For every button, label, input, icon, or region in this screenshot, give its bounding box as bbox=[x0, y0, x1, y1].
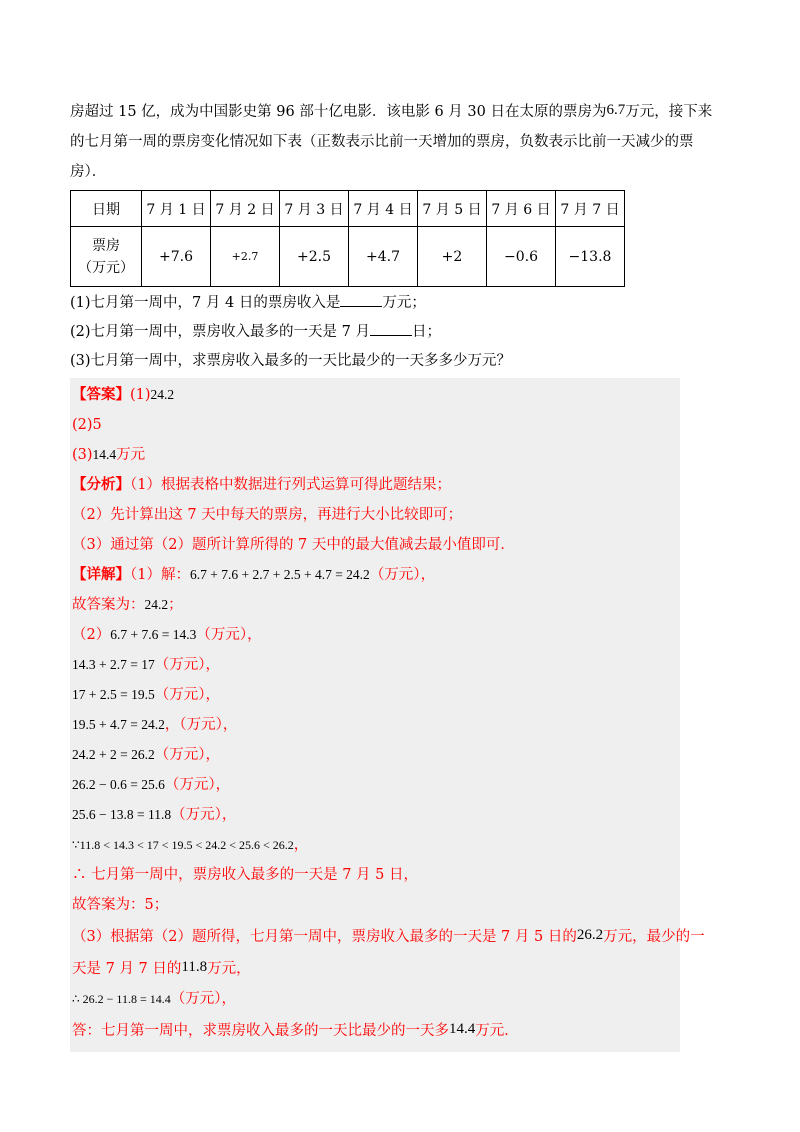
detail-1 bbox=[72, 560, 676, 590]
punctuation: ； bbox=[168, 597, 183, 613]
unit-text: （万元） bbox=[170, 991, 222, 1007]
detail-3 bbox=[72, 920, 705, 952]
math-expression: 26.2 bbox=[576, 927, 604, 943]
math-expression: 6.7 + 7.6 = 14.3 bbox=[110, 627, 197, 642]
detail-3-cont bbox=[72, 952, 676, 984]
detail-tag: 【详解】 bbox=[72, 566, 130, 583]
answer-blank bbox=[340, 292, 382, 307]
intro-line-3: 房）． bbox=[70, 164, 107, 180]
punctuation: ， bbox=[215, 777, 231, 793]
table-cell: 日期 bbox=[71, 191, 142, 227]
question-text: 日； bbox=[411, 324, 441, 340]
intro-text: 房超过 15 亿，成为中国影史第 96 部十亿电影．该电影 6 月 30 日在太原的票房为 bbox=[70, 104, 607, 120]
math-expression: 11.8 bbox=[181, 959, 208, 975]
math-expression: 19.5 + 4.7 = 24.2 bbox=[72, 717, 165, 732]
answer-blank bbox=[370, 321, 412, 336]
table-cell: 7 月 6 日 bbox=[487, 191, 556, 227]
table-cell: 7 月 5 日 bbox=[418, 191, 487, 227]
detail-answer-2: 故答案为：5； bbox=[72, 897, 169, 913]
table-cell: +2.5 bbox=[280, 227, 349, 287]
table-cell: +2 bbox=[418, 227, 487, 287]
math-expression: 25.6 − 13.8 = 11.8 bbox=[72, 807, 172, 822]
unit-text: （万元） bbox=[179, 717, 223, 733]
detail-text: 故答案为： bbox=[72, 597, 145, 613]
table-cell bbox=[71, 227, 142, 287]
question-text: (1)七月第一周中，7 月 4 日的票房收入是 bbox=[70, 295, 341, 311]
row-label: 票房 bbox=[92, 237, 120, 254]
punctuation: ， bbox=[221, 807, 237, 823]
table-row bbox=[71, 227, 625, 287]
detail-text: （3）根据第（2）题所得，七月第一周中，票房收入最多的一天是 7 月 5 日的 bbox=[72, 929, 577, 945]
table-cell: 7 月 4 日 bbox=[349, 191, 418, 227]
punctuation: ， bbox=[205, 747, 220, 763]
calc-line bbox=[72, 680, 676, 710]
unit-text: （万元） bbox=[154, 657, 206, 673]
answer-unit: 万元 bbox=[116, 447, 146, 463]
row-label-unit: （万元） bbox=[78, 259, 134, 276]
detail-text: （2） bbox=[72, 627, 111, 643]
because-line bbox=[72, 830, 676, 860]
unit-text: （万元） bbox=[154, 747, 206, 763]
table-cell: 7 月 3 日 bbox=[280, 191, 349, 227]
answer-section bbox=[70, 378, 705, 1052]
punctuation: ， bbox=[293, 837, 309, 853]
answer-tag: 【答案】 bbox=[72, 386, 130, 403]
analysis-tag: 【分析】 bbox=[72, 476, 130, 493]
answer-3 bbox=[72, 440, 676, 470]
table-cell: +4.7 bbox=[349, 227, 418, 287]
punctuation: ， bbox=[247, 627, 262, 643]
analysis-text: （1）根据表格中数据进行列式运算可得此题结果； bbox=[130, 477, 451, 493]
detail-text: 万元． bbox=[475, 1023, 519, 1039]
detail-text: 万元， bbox=[207, 961, 251, 977]
punctuation: ， bbox=[205, 657, 220, 673]
table-cell: 7 月 2 日 bbox=[211, 191, 280, 227]
calc-line bbox=[72, 620, 676, 650]
math-expression: 14.4 bbox=[449, 1021, 476, 1037]
unit-text: （万元） bbox=[171, 807, 222, 823]
math-expression: 6.7 + 7.6 + 2.7 + 2.5 + 4.7 = 24.2 bbox=[189, 567, 370, 582]
unit-text: （万元） bbox=[196, 627, 248, 643]
table-header-row bbox=[71, 191, 625, 227]
unit-text: （万元） bbox=[369, 567, 421, 583]
unit-text: （万元） bbox=[164, 777, 216, 793]
calc-line bbox=[72, 800, 676, 830]
punctuation: ， bbox=[420, 567, 436, 583]
detail-text: 天是 7 月 7 日的 bbox=[72, 961, 182, 977]
answer-1 bbox=[72, 380, 676, 410]
question-text: (2)七月第一周中，票房收入最多的一天是 7 月 bbox=[70, 324, 370, 340]
table-cell: −0.6 bbox=[487, 227, 556, 287]
answer-value: 24.2 bbox=[150, 387, 175, 402]
analysis-line: （2）先计算出这 7 天中每天的票房，再进行大小比较即可； bbox=[72, 507, 463, 523]
question-2 bbox=[70, 318, 680, 347]
math-expression: 26.2 − 0.6 = 25.6 bbox=[72, 777, 165, 792]
intro-line-2: 的七月第一周的票房变化情况如下表（正数表示比前一天增加的票房，负数表示比前一天减少的票 bbox=[70, 134, 694, 150]
detail-answer-1 bbox=[72, 590, 676, 620]
answer-2: (2)5 bbox=[72, 417, 102, 433]
answer-label: (3) bbox=[72, 447, 93, 463]
intro-text: 万元，接下来 bbox=[625, 104, 713, 120]
calc-line bbox=[72, 740, 676, 770]
intro-line-1 bbox=[70, 95, 713, 127]
analysis-line: （3）通过第（2）题所计算所得的 7 天中的最大值减去最小值即可． bbox=[72, 537, 515, 553]
question-text: 万元； bbox=[382, 295, 426, 311]
table-cell: −13.8 bbox=[556, 227, 625, 287]
therefore-line: ∴ 七月第一周中，票房收入最多的一天是 7 月 5 日， bbox=[72, 867, 418, 883]
detail-text: 万元，最少的一 bbox=[603, 929, 705, 945]
analysis-header bbox=[72, 470, 676, 500]
document-page bbox=[70, 95, 713, 1052]
calc-line bbox=[72, 650, 676, 680]
punctuation: ， bbox=[205, 687, 220, 703]
question-1 bbox=[70, 289, 680, 318]
question-3: (3)七月第一周中，求票房收入最多的一天比最少的一天多多少万元？ bbox=[70, 353, 512, 369]
punctuation: ， bbox=[222, 717, 238, 733]
math-expression: 24.2 bbox=[144, 597, 169, 612]
math-expression: ∵11.8 < 14.3 < 17 < 19.5 < 24.2 < 25.6 < 26.2 bbox=[72, 838, 294, 852]
table-cell: +7.6 bbox=[142, 227, 211, 287]
intro-number: 6.7 bbox=[606, 102, 626, 118]
unit-text: （万元） bbox=[154, 687, 206, 703]
calc-line bbox=[72, 710, 676, 740]
table-cell: 7 月 1 日 bbox=[142, 191, 211, 227]
table-cell: 7 月 7 日 bbox=[556, 191, 625, 227]
box-office-table bbox=[70, 190, 625, 287]
final-answer bbox=[72, 1014, 676, 1046]
answer-value: 14.4 bbox=[92, 447, 117, 462]
detail-text: （1）解： bbox=[130, 567, 190, 583]
punctuation: ， bbox=[221, 991, 236, 1007]
detail-3-math bbox=[72, 984, 676, 1014]
table-cell: +2.7 bbox=[211, 227, 280, 287]
math-expression: 14.3 + 2.7 = 17 bbox=[72, 657, 155, 672]
math-expression: ∴ 26.2 − 11.8 = 14.4 bbox=[72, 992, 171, 1006]
detail-text: 答：七月第一周中，求票房收入最多的一天比最少的一天多 bbox=[72, 1023, 449, 1039]
answer-label: (1) bbox=[130, 387, 151, 403]
punctuation: ， bbox=[164, 717, 180, 733]
math-expression: 17 + 2.5 = 19.5 bbox=[72, 687, 155, 702]
calc-line bbox=[72, 770, 676, 800]
math-expression: 24.2 + 2 = 26.2 bbox=[72, 747, 155, 762]
